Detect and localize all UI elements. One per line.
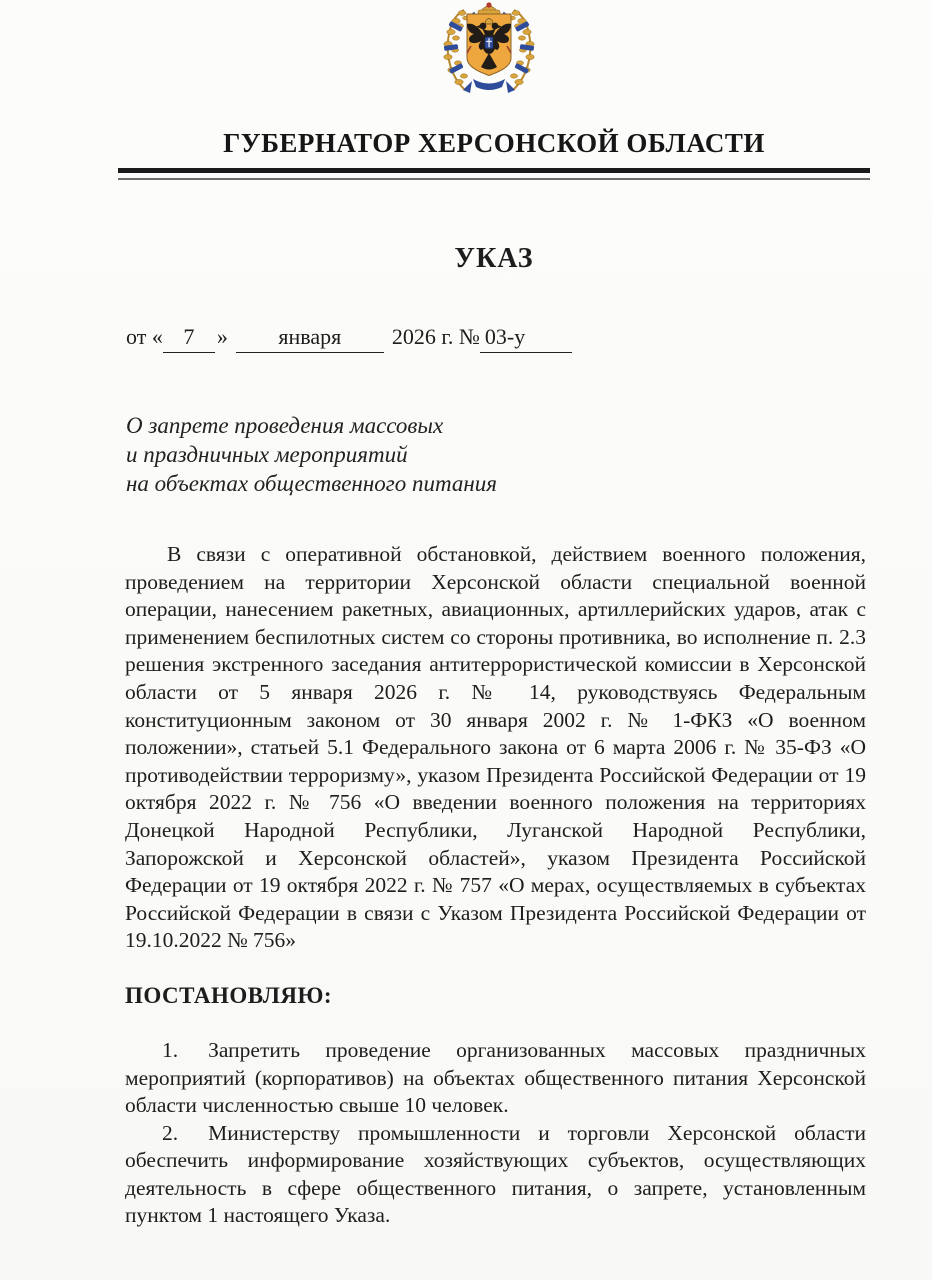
decree-subject	[126, 411, 932, 498]
date-month: января	[236, 322, 384, 353]
document-type-heading: УКАЗ	[454, 243, 534, 274]
item-1-text: Запретить проведение организованных массовых праздничных мероприятий (корпоративов) на объектах общественного питания Херсонской области численностью свыше 10 человек.	[125, 1037, 866, 1118]
item-1-number: 1.	[162, 1037, 179, 1062]
letterhead	[0, 0, 932, 180]
double-rule	[118, 168, 870, 180]
decree-number: 03-у	[480, 322, 572, 353]
rule-thick	[118, 168, 870, 173]
wreath-left	[444, 10, 470, 90]
preamble-paragraph: В связи с оперативной обстановкой, действием военного положения, проведением на территории Херсонской области специальной военной операции, нанесением ракетных, авиационных, артиллерийских ударов, атак с применением беспилотных систем со стороны противника, во исполнение п. 2.3 решения экстренного заседания антитеррористической комиссии в Херсонской области от 5 января 2026 г. № 14, руководствуясь Федеральным конституционным законом от 30 января 2002 г. № 1-ФКЗ «О военном положении», статьей 5.1 Федерального закона от 6 марта 2006 г. № 35-ФЗ «О противодействии терроризму», указом Президента Российской Федерации от 19 октября 2022 г. № 756 «О введении военного положения на территориях Донецкой Народной Республики, Луганской Народной Республики, Запорожской и Херсонской областей», указом Президента Российской Федерации от 19 октября 2022 г. № 757 «О мерах, осуществляемых в субъектах Российской Федерации в связи с Указом Президента Российской Федерации от 19.10.2022 № 756»	[125, 542, 866, 953]
item-2-number: 2.	[162, 1120, 179, 1145]
subject-line-1: О запрете проведения массовых	[126, 413, 444, 438]
date-year-label: 2026 г. №	[391, 324, 480, 349]
item-2-text: Министерству промышленности и торговли Херсонской области обеспечить информирование хозяйствующих субъектов, осуществляющих деятельность в сфере общественного питания, о запрете, установленным пунктом 1 настоящего Указа.	[125, 1120, 866, 1228]
decree-item-1	[125, 1037, 866, 1120]
letterhead-title: ГУБЕРНАТОР ХЕРСОНСКОЙ ОБЛАСТИ	[223, 128, 765, 158]
date-day: 7	[163, 322, 215, 353]
bottom-ribbon	[463, 79, 515, 93]
coat-of-arms-kherson-icon	[433, 0, 545, 100]
date-number-line	[126, 322, 932, 353]
resolution-heading: ПОСТАНОВЛЯЮ:	[125, 982, 333, 1008]
subject-line-3: на объектах общественного питания	[126, 471, 497, 496]
chest-emblem	[485, 37, 493, 49]
date-prefix: от «	[126, 324, 163, 349]
decree-body	[0, 243, 932, 1230]
date-close-quote: »	[216, 324, 228, 349]
wreath-right	[509, 10, 535, 90]
subject-line-2: и праздничных мероприятий	[126, 442, 408, 467]
decree-item-2	[125, 1120, 866, 1230]
rule-thin	[118, 178, 870, 180]
